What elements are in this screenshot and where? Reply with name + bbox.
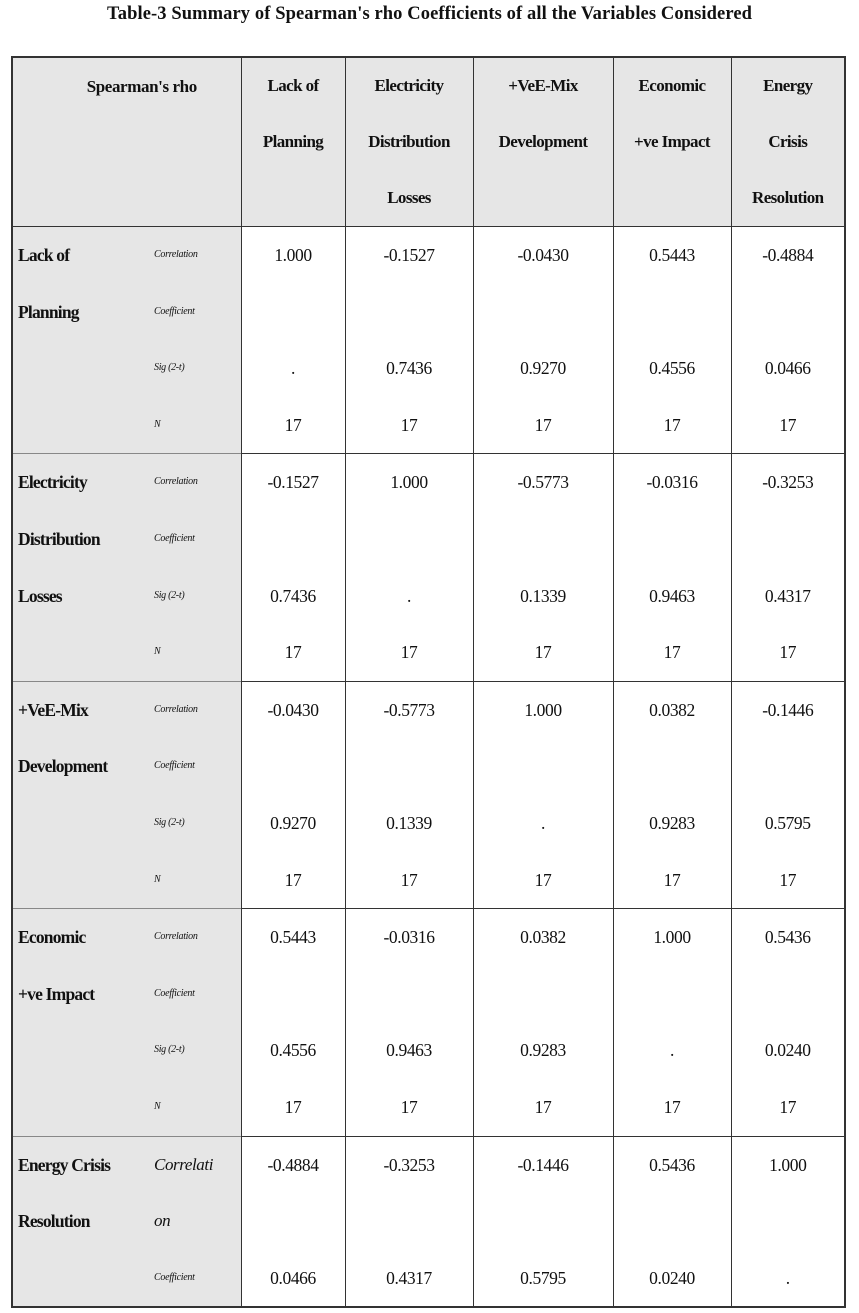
cell-value: -0.1446 xyxy=(762,699,814,720)
value-cell xyxy=(473,454,613,681)
cell-value: 0.0240 xyxy=(649,1267,695,1288)
cell-value: 0.7436 xyxy=(270,585,316,606)
row-variable-label xyxy=(12,227,154,454)
value-cell xyxy=(613,227,731,454)
statistic-label: on xyxy=(154,1211,171,1231)
variable-block-row xyxy=(12,454,845,681)
column-header-electricity-distribution-losses: Electricity Distribution Losses xyxy=(345,57,473,227)
variable-label-line: Lack of xyxy=(18,245,70,265)
cell-value: -0.0430 xyxy=(267,699,319,720)
cell-value: 0.1339 xyxy=(386,812,432,833)
cell-value xyxy=(614,738,731,795)
cell-value: 0.4317 xyxy=(386,1267,432,1288)
statistic-label: Sig (2-t) xyxy=(154,816,185,828)
value-cell xyxy=(731,1136,845,1307)
cell-value: -0.1446 xyxy=(517,1154,569,1175)
statistic-label: Sig (2-t) xyxy=(154,1044,185,1056)
cell-value: 17 xyxy=(663,642,681,663)
cell-value: 17 xyxy=(663,1096,681,1117)
cell-value: 0.9463 xyxy=(386,1040,432,1061)
statistic-labels xyxy=(154,1136,241,1307)
cell-value: -0.5773 xyxy=(517,472,569,493)
table-body xyxy=(12,227,845,1308)
cell-value: . xyxy=(407,585,411,606)
cell-value: 1.000 xyxy=(524,699,562,720)
cell-value: 1.000 xyxy=(390,472,428,493)
cell-value: . xyxy=(541,812,545,833)
cell-value xyxy=(346,738,473,795)
variable-label-line: Distribution xyxy=(18,528,100,549)
cell-value: 0.5436 xyxy=(649,1154,695,1175)
variable-label-line: +ve Impact xyxy=(18,983,95,1004)
cell-value: 17 xyxy=(284,869,302,890)
value-cell xyxy=(473,909,613,1136)
cell-value: 17 xyxy=(534,869,552,890)
variable-block-row xyxy=(12,909,845,1136)
value-cell xyxy=(345,909,473,1136)
cell-value: 17 xyxy=(663,414,681,435)
cell-value: 0.0382 xyxy=(649,699,695,720)
cell-value: 0.5795 xyxy=(520,1267,566,1288)
cell-value: 0.9270 xyxy=(520,358,566,379)
cell-value: 1.000 xyxy=(274,245,312,265)
cell-value: 17 xyxy=(779,642,797,663)
cell-value xyxy=(474,1193,613,1250)
variable-label-line: Energy Crisis xyxy=(18,1154,111,1175)
cell-value xyxy=(242,966,345,1023)
cell-value: 17 xyxy=(284,414,302,435)
cell-value: 17 xyxy=(534,1096,552,1117)
cell-value xyxy=(242,284,345,341)
statistic-label: N xyxy=(154,418,161,430)
value-cell xyxy=(241,909,345,1136)
cell-value: . xyxy=(291,358,295,379)
statistic-label: Correlation xyxy=(154,249,198,260)
cell-value: -0.1527 xyxy=(267,472,319,493)
value-cell xyxy=(613,909,731,1136)
statistic-label: Sig (2-t) xyxy=(154,362,185,374)
cell-value xyxy=(242,1193,345,1250)
variable-block-row xyxy=(12,1136,845,1307)
statistic-label: Coefficient xyxy=(154,1271,195,1283)
cell-value: 0.0466 xyxy=(270,1267,316,1288)
variable-label-line: +VeE-Mix xyxy=(18,699,89,720)
value-cell xyxy=(345,1136,473,1307)
statistic-labels xyxy=(154,227,241,454)
value-cell xyxy=(345,227,473,454)
cell-value: 17 xyxy=(400,414,418,435)
statistic-labels xyxy=(154,454,241,681)
cell-value xyxy=(614,511,731,568)
cell-value: 1.000 xyxy=(769,1154,807,1175)
cell-value: 17 xyxy=(779,869,797,890)
row-variable-label xyxy=(12,909,154,1136)
statistic-label: Sig (2-t) xyxy=(154,589,185,601)
cell-value: -0.1527 xyxy=(383,245,435,265)
value-cell xyxy=(345,681,473,908)
cell-value xyxy=(346,1193,473,1250)
variable-block-row xyxy=(12,681,845,908)
cell-value xyxy=(242,511,345,568)
cell-value: 17 xyxy=(400,869,418,890)
cell-value xyxy=(614,284,731,341)
cell-value: 0.0382 xyxy=(520,927,566,948)
variable-block-row xyxy=(12,227,845,454)
value-cell xyxy=(613,454,731,681)
value-cell xyxy=(241,1136,345,1307)
cell-value xyxy=(346,284,473,341)
value-cell xyxy=(731,227,845,454)
cell-value xyxy=(474,738,613,795)
column-header-vee-mix-development: +VeE-Mix Development xyxy=(473,57,613,227)
cell-value: 0.1339 xyxy=(520,585,566,606)
row-variable-label xyxy=(12,454,154,681)
row-variable-label xyxy=(12,1136,154,1307)
variable-label-line: Planning xyxy=(18,301,79,322)
header-row xyxy=(12,57,845,227)
variable-label-line: Losses xyxy=(18,585,62,606)
statistic-label: Coefficient xyxy=(154,305,195,317)
statistic-label: Correlati xyxy=(154,1154,214,1174)
statistic-label: Coefficient xyxy=(154,760,195,772)
value-cell xyxy=(241,454,345,681)
cell-value xyxy=(732,738,845,795)
cell-value xyxy=(732,284,845,341)
variable-label-line: Electricity xyxy=(18,472,87,493)
cell-value xyxy=(732,511,845,568)
value-cell xyxy=(613,681,731,908)
cell-value: 0.9270 xyxy=(270,812,316,833)
cell-value: -0.4884 xyxy=(762,245,814,265)
cell-value: 0.7436 xyxy=(386,358,432,379)
cell-value xyxy=(242,738,345,795)
spearman-rho-table xyxy=(11,56,846,1308)
cell-value: 0.9283 xyxy=(649,812,695,833)
statistic-labels xyxy=(154,909,241,1136)
cell-value: 17 xyxy=(779,414,797,435)
statistic-label: Coefficient xyxy=(154,532,195,544)
value-cell xyxy=(345,454,473,681)
cell-value: 0.5436 xyxy=(764,927,811,948)
cell-value xyxy=(614,1193,731,1250)
cell-value: 17 xyxy=(284,1096,302,1117)
cell-value: 17 xyxy=(400,642,418,663)
value-cell xyxy=(731,909,845,1136)
column-header-energy-crisis-resolution: Energy Crisis Resolution xyxy=(731,57,845,227)
statistic-label: Correlation xyxy=(154,703,198,715)
cell-value: 0.5795 xyxy=(764,812,811,833)
cell-value xyxy=(732,1193,845,1250)
cell-value: 0.4317 xyxy=(764,585,811,606)
column-header-economic-ve-impact: Economic +ve Impact xyxy=(613,57,731,227)
variable-label-line: Economic xyxy=(18,927,86,948)
cell-value: -0.0430 xyxy=(517,245,569,265)
table-caption: Table-3 Summary of Spearman's rho Coefficients of all the Variables Considered xyxy=(106,4,753,24)
cell-value: 0.4556 xyxy=(649,358,695,379)
value-cell xyxy=(473,1136,613,1307)
value-cell xyxy=(473,681,613,908)
statistic-labels xyxy=(154,681,241,908)
cell-value: 0.9283 xyxy=(520,1040,566,1061)
value-cell xyxy=(473,227,613,454)
column-header-lack-of-planning: Lack of Planning xyxy=(241,57,345,227)
statistic-label: Correlation xyxy=(154,931,198,943)
cell-value xyxy=(614,966,731,1023)
cell-value: -0.3253 xyxy=(383,1154,435,1175)
cell-value: . xyxy=(670,1040,674,1061)
cell-value: -0.4884 xyxy=(267,1154,319,1175)
cell-value: 17 xyxy=(284,642,302,663)
cell-value: 0.0240 xyxy=(764,1040,811,1061)
cell-value: -0.5773 xyxy=(383,699,435,720)
cell-value: 1.000 xyxy=(653,927,691,948)
cell-value: 17 xyxy=(534,642,552,663)
cell-value: 17 xyxy=(400,1096,418,1117)
value-cell xyxy=(731,681,845,908)
value-cell xyxy=(241,227,345,454)
corner-header: Spearman's rho xyxy=(12,57,241,227)
variable-label-line: Resolution xyxy=(18,1211,90,1232)
cell-value: -0.3253 xyxy=(762,472,814,493)
cell-value xyxy=(474,966,613,1023)
value-cell xyxy=(731,454,845,681)
cell-value xyxy=(732,966,845,1023)
cell-value: 0.0466 xyxy=(764,358,811,379)
cell-value: . xyxy=(785,1267,790,1288)
cell-value: 0.9463 xyxy=(649,585,695,606)
statistic-label: Correlation xyxy=(154,476,198,488)
cell-value xyxy=(346,966,473,1023)
cell-value: -0.0316 xyxy=(383,927,435,948)
cell-value: 17 xyxy=(534,414,552,435)
value-cell xyxy=(613,1136,731,1307)
cell-value xyxy=(474,284,613,341)
statistic-label: N xyxy=(154,873,161,885)
value-cell xyxy=(241,681,345,908)
cell-value: 17 xyxy=(663,869,681,890)
cell-value xyxy=(346,511,473,568)
cell-value: 0.5443 xyxy=(270,927,316,948)
statistic-label: N xyxy=(154,1100,161,1112)
statistic-label: N xyxy=(154,646,161,658)
row-variable-label xyxy=(12,681,154,908)
variable-label-line: Development xyxy=(18,756,108,777)
cell-value: -0.0316 xyxy=(646,472,698,493)
cell-value xyxy=(474,511,613,568)
cell-value: 0.5443 xyxy=(649,245,695,265)
cell-value: 17 xyxy=(779,1096,797,1117)
statistic-label: Coefficient xyxy=(154,987,195,999)
cell-value: 0.4556 xyxy=(270,1040,316,1061)
